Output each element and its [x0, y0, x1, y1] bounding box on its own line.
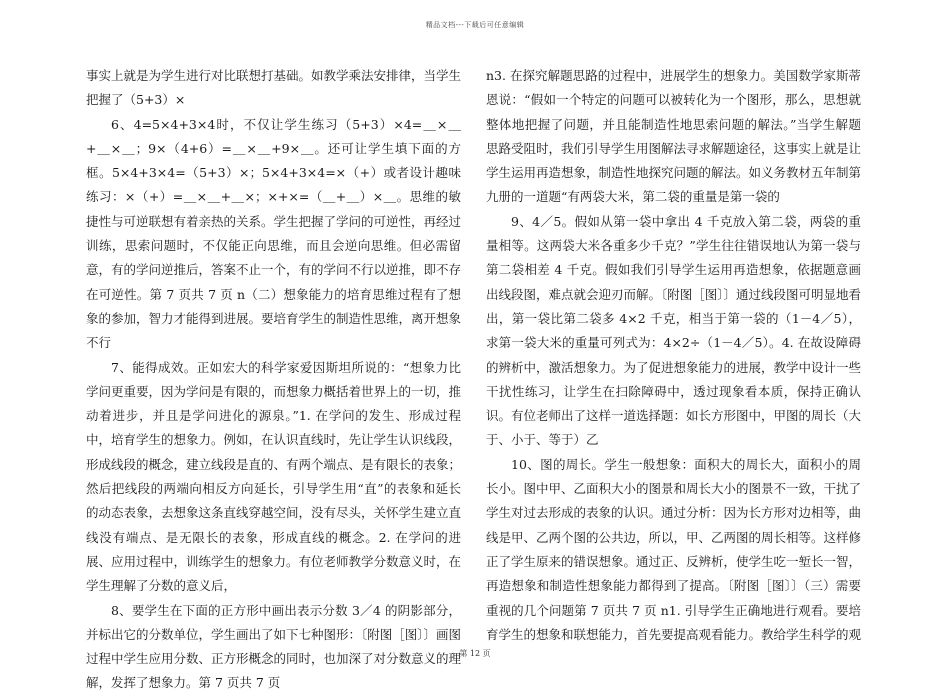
paragraph: 8、要学生在下面的正方形中画出表示分数 3／4 的阴影部分，并标出它的分数单位，学生画出了如下七种图形：〔附图［图〕〕画图过程中学生应用分数、正方形概念的同时，也加深了对分数意义的理解，发挥了想象力。第 7 页共 7 页	[86, 602, 462, 691]
paragraph: n3. 在探究解题思路的过程中，进展学生的想象力。美国数学家斯蒂恩说：“假如一个特定的问题可以被转化为一个图形，那么，思想就整体地把握了问题，并且能制造性地思索问题的解法。”当学生解题思路受阻时，我们引导学生用图解法寻求解题途径，这事实上就是让学生运用再造想象，制造性地探究问题的解法。如义务教材五年制第九册的一道题“有两袋大米，第二袋的重量是第一袋的	[486, 68, 862, 205]
paragraph: 事实上就是为学生进行对比联想打基础。如教学乘法安排律，当学生把握了（5+3）×	[86, 68, 462, 108]
paragraph: 7、能得成效。正如宏大的科学家爱因斯坦所说的：“想象力比学问更重要，因为学问是有限的，而想象力概括着世界上的一切，推动着进步，并且是学问进化的源泉。”1. 在学问的发生、形成过程中，培育学生的想象力。例如，在认识直线时，先让学生认识线段，形成线段的概念，建立线段是直的、有两个端点、是有限长的表象；然后把线段的两端向相反方向延长，引导学生用“直”的表象和延长的动态表象，去想象这条直线穿越空间，没有尽头，关怀学生建立直线没有端点、是无限长的表象，形成直线的概念。2. 在学问的进展、应用过程中，训练学生的想象力。有位老师教学分数意义时，在学生理解了分数的意义后，	[86, 359, 462, 594]
paragraph: 10、图的周长。学生一般想象：面积大的周长大，面积小的周长小。图中甲、乙面积大小的图景和周长大小的图景不一致，干扰了学生对过去形成的表象的认识。通过分析：因为长方形对边相等，曲线是甲、乙两个图的公共边，所以，甲、乙两图的周长相等。这样修正了学生原来的错误想象。通过正、反辨析，使学生吃一堑长一智，再造想象和制造性想象能力都得到了提高。〔附图［图〕〕（三）需要重视的几个问题第 7 页共 7 页 n1. 引导学生正确地进行观看。要培育学生的想象和联想能力，首先要提高观看能力。教给学生科学的观	[486, 456, 862, 642]
page-header: 精品文档---下载后可任意编辑	[425, 21, 525, 29]
left-text-column	[86, 64, 461, 696]
paragraph: 9、4／5。假如从第一袋中拿出 4 千克放入第二袋，两袋的重量相等。这两袋大米各重多少千克？”学生往往错误地认为第一袋与第二袋相差 4 千克。假如我们引导学生运用再造想象，依据题意画出线段图，难点就会迎刃而解。〔附图［图〕〕通过线段图可明显地看出，第一袋比第二袋多 4×2 千克，相当于第一袋的（1－4／5），求第一袋大米的重量可列式为：4×2÷（1－4／5）。4. 在故设障碍的辨析中，激活想象力。为了促进想象能力的进展，教学中设计一些干扰性练习，让学生在扫除障碍中，透过现象看本质，保持正确认识。有位老师出了这样一道选择题：如长方形图中，甲图的周长（大于、小于、等于）乙	[486, 213, 862, 448]
right-text-column	[486, 64, 861, 647]
paragraph: 6、4=5×4+3×4时，不仅让学生练习（5+3）×4=＿×＿+＿×＿；9×（4+6）=＿×＿+9×＿。还可让学生填下面的方框。5×4+3×4=（5+3）×；5×4+3×4=×（+）或者设计趣味练习：×（+）=＿×＿+＿×；×+×=（＿+＿）×＿。思维的敏捷性与可逆联想有着亲热的关系。学生把握了学问的可逆性，再经过训练，思索问题时，不仅能正向思维，而且会逆向思维。但必需留意，有的学问逆推后，答案不止一个，有的学问不行以逆推，即不存在可逆性。第 7 页共 7 页 n（二）想象能力的培育思维过程有了想象的参加，智力才能得到进展。要培育学生的制造性思维，离开想象不行	[86, 116, 462, 351]
page-number: 第 12 页	[459, 649, 491, 658]
